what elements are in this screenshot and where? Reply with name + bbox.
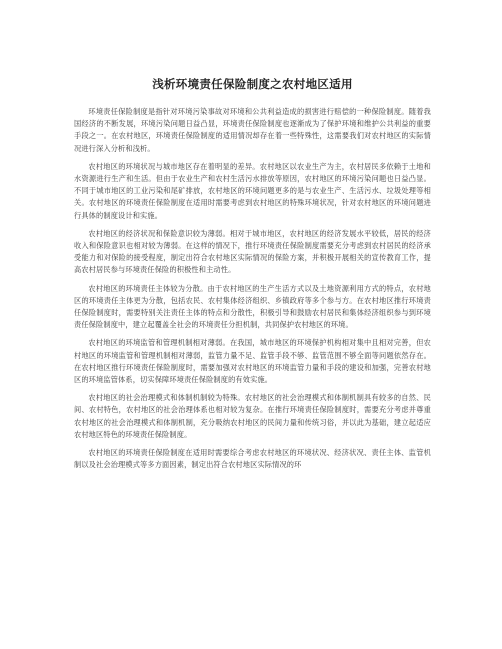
document-title: 浅析环境责任保险制度之农村地区适用 <box>152 77 353 91</box>
paragraph-1: 环境责任保险制度是指针对环境污染事故对环境和公共利益造成的损害进行赔偿的一种保险制度。随着我国经济的不断发展，环境污染问题日益凸显，环境责任保险制度也逐渐成为了保护环境和维护公共利益的重要手段之一。在农村地区，环境责任保险制度的适用情况却存在着一些特殊性，这需要我们对农村地区的实际情况进行深入分析和浅析。 <box>74 107 431 153</box>
paragraph-7: 农村地区的环境责任保险制度在适用时需要综合考虑农村地区的环境状况、经济状况、责任主体、监管机制以及社会治理模式等多方面因素，制定出符合农村地区实际情况的环 <box>74 448 431 470</box>
paragraph-4: 农村地区的环境责任主体较为分散。由于农村地区的生产生活方式以及土地资源利用方式的特点，农村地区的环境责任主体更为分散，包括农民、农村集体经济组织、乡镇政府等多个参与方。在农村地区推行环境责任保险制度时，需要特别关注责任主体的特点和分散性，积极引导和鼓励农村居民和集体经济组织参与到环境责任保险制度中，建立起覆盖全社会的环境责任分担机制，共同保护农村地区的环境。 <box>74 283 431 330</box>
paragraph-3: 农村地区的经济状况和保险意识较为薄弱。相对于城市地区，农村地区的经济发展水平较低，居民的经济收入和保险意识也相对较为薄弱。在这样的情况下，推行环境责任保险制度需要充分考虑到农村居民的经济承受能力和对保险的接受程度，制定出符合农村地区实际情况的保险方案，并积极开展相关的宣传教育工作，提高农村居民参与环境责任保险的积极性和主动性。 <box>74 228 431 275</box>
paragraph-2: 农村地区的环境状况与城市地区存在着明显的差异。农村地区以农业生产为主，农村居民多依赖于土地和水资源进行生产和生活。但由于农业生产和农村生活污水排放等原因，农村地区的环境污染问题也日益凸显。不同于城市地区的工业污染和尾矿排放，农村地区的环境问题更多的是与农业生产、生活污水、垃圾处理等相关。农村地区的环境责任保险制度在适用时需要考虑到农村地区的特殊环境状况，针对农村地区的环境问题进行具体的制度设计和实施。 <box>74 161 431 220</box>
paragraph-5: 农村地区的环境监管和管理机制相对薄弱。在我国，城市地区的环境保护机构相对集中且相对完善，但农村地区的环境监管和管理机制相对薄弱，监管力量不足、监管手段不够、监管范围不够全面等问题依然存在。在农村地区推行环境责任保险制度时，需要加强对农村地区的环境监管力量和手段的建设和加强，完善农村地区的环境监管体系，切实保障环境责任保险制度的有效实施。 <box>74 338 431 385</box>
paragraph-6: 农村地区的社会治理模式和体制机制较为特殊。农村地区的社会治理模式和体制机制具有较多的自然、民间、农村特色，农村地区的社会治理体系也相对较为复杂。在推行环境责任保险制度时，需要充分考虑并尊重农村地区的社会治理模式和体制机制，充分吸纳农村地区的民间力量和传统习俗，并以此为基础，建立起适应农村地区特色的环境责任保险制度。 <box>74 393 431 439</box>
